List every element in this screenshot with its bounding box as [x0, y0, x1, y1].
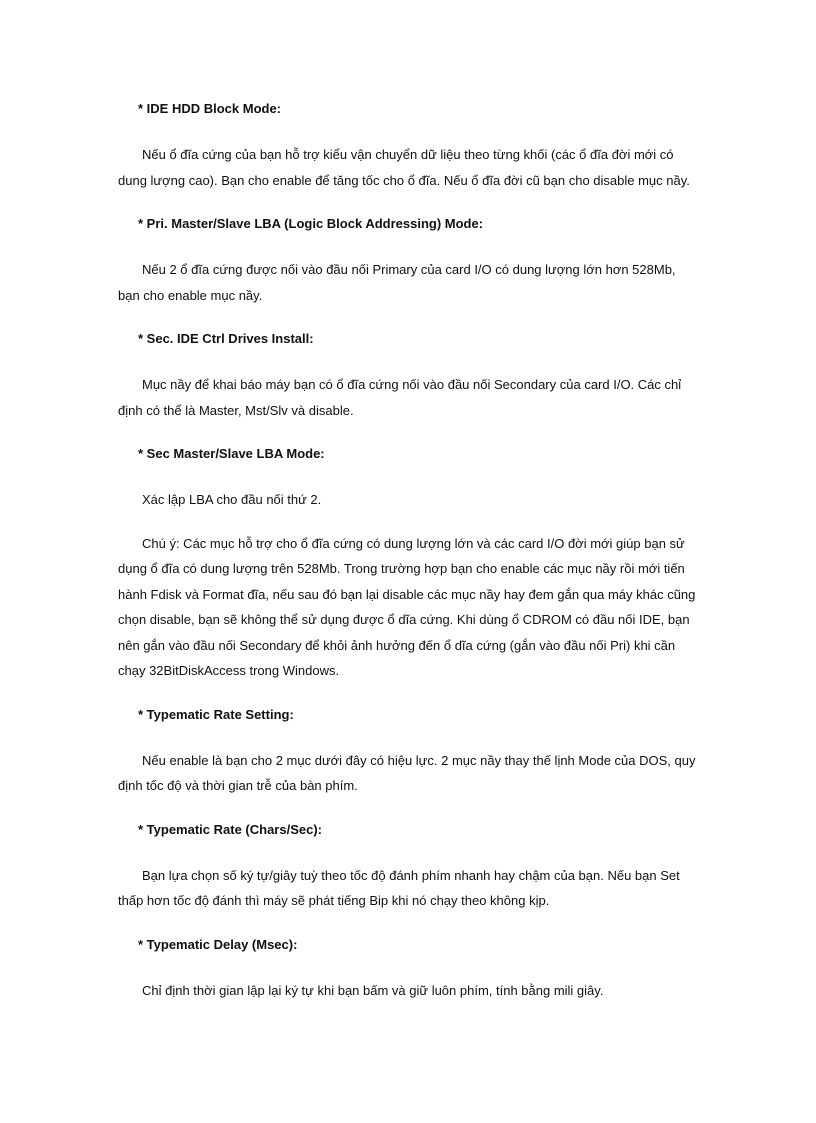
section-heading-ide-hdd-block-mode: * IDE HDD Block Mode: [138, 101, 282, 116]
section-paragraph: Chỉ định thời gian lập lại ký tự khi bạn bấm và giữ luôn phím, tính bằng mili giây. [142, 982, 604, 998]
section-paragraph: Xác lập LBA cho đầu nối thứ 2. [142, 492, 322, 507]
section-paragraph: Mục nầy để khai báo máy bạn có ổ đĩa cứng nối vào đầu nối Secondary của card I/O. Các chỉ định có thể là Master, Mst/Slv và disable. [118, 377, 682, 418]
document-page [118, 96, 698, 1003]
section-paragraph: Nếu ổ đĩa cứng của bạn hỗ trợ kiểu vận chuyển dữ liệu theo từng khối (các ổ đĩa đời mới có dung lượng cao). Bạn cho enable để tăng tốc cho ổ đĩa. Nếu ổ đĩa đời cũ bạn cho disable mục nầy. [118, 147, 690, 188]
section-heading-typematic-delay-msec: * Typematic Delay (Msec): [138, 936, 298, 952]
section-paragraph: Nếu enable là bạn cho 2 mục dưới đây có hiệu lực. 2 mục nầy thay thế lịnh Mode của DOS, quy định tốc độ và thời gian trễ của bàn phím. [118, 752, 696, 793]
section-paragraph: Bạn lựa chọn số ký tự/giây tuỳ theo tốc độ đánh phím nhanh hay chậm của bạn. Nếu bạn Set thấp hơn tốc độ đánh thì máy sẽ phát tiếng Bip khi nó chạy theo không kịp. [118, 867, 680, 908]
section-paragraph: Nếu 2 ổ đĩa cứng được nối vào đầu nối Primary của card I/O có dung lượng lớn hơn 528Mb, bạn cho enable mục nầy. [118, 262, 676, 303]
note-paragraph: Chú ý: Các mục hỗ trợ cho ổ đĩa cứng có dung lượng lớn và các card I/O đời mới giúp bạn sử dụng ổ đĩa có dung lượng trên 528Mb. Trong trường hợp bạn cho enable các mục nầy rồi mới tiến hành Fdisk và Format đĩa, nếu sau đó bạn lại disable các mục nầy hay đem gắn qua máy khác cũng chọn disable, bạn sẽ không thể sử dụng được ổ dĩa cứng. Khi dùng ổ CDROM có đầu nối IDE, bạn nên gắn vào đầu nối Secondary để khỏi ảnh hưởng đến ổ dĩa cứng (gắn vào đầu nối Pri) khi cần chạy 32BitDiskAccess trong Windows. [118, 535, 696, 678]
section-heading-sec-master-slave-lba-mode: * Sec Master/Slave LBA Mode: [138, 446, 325, 461]
section-heading-sec-ide-ctrl-drives-install: * Sec. IDE Ctrl Drives Install: [138, 331, 314, 346]
section-heading-typematic-rate-chars-sec: * Typematic Rate (Chars/Sec): [138, 821, 322, 837]
section-heading-pri-master-slave-lba: * Pri. Master/Slave LBA (Logic Block Addressing) Mode: [138, 216, 484, 231]
section-heading-typematic-rate-setting: * Typematic Rate Setting: [138, 706, 294, 722]
